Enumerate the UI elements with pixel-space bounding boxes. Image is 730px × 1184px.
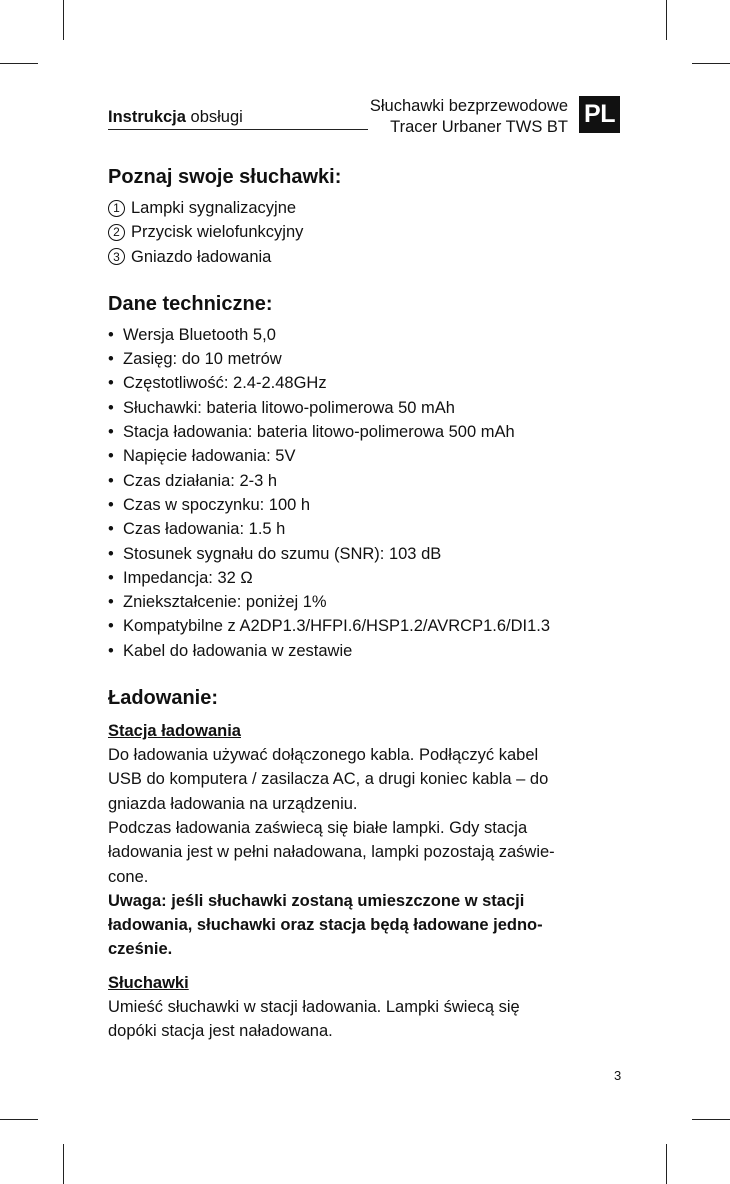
specs-section bbox=[108, 291, 618, 663]
page-number: 3 bbox=[614, 1068, 622, 1083]
spec-text: Stacja ładowania: bateria litowo-polimerowa 500 mAh bbox=[123, 423, 515, 442]
crop-mark bbox=[692, 1119, 730, 1120]
bullet-icon: • bbox=[108, 593, 114, 612]
bullet-icon: • bbox=[108, 544, 114, 563]
spec-text: Stosunek sygnału do szumu (SNR): 103 dB bbox=[123, 544, 442, 563]
parts-heading: Poznaj swoje słuchawki: bbox=[108, 166, 342, 188]
paragraph-line: Umieść słuchawki w stacji ładowania. Lampki świecą się bbox=[108, 997, 520, 1016]
spec-text: Czas w spoczynku: 100 h bbox=[123, 495, 311, 514]
product-name-line2: Tracer Urbaner TWS BT bbox=[390, 118, 568, 136]
list-item bbox=[108, 371, 618, 395]
note-line: cześnie. bbox=[108, 940, 173, 959]
spec-text: Kompatybilne z A2DP1.3/HFPI.6/HSP1.2/AVRCP1.6/DI1.3 bbox=[123, 617, 551, 636]
note-line: ładowania, słuchawki oraz stacja będą ładowane jedno- bbox=[108, 916, 543, 935]
spec-text: Napięcie ładowania: 5V bbox=[123, 447, 296, 466]
bullet-icon: • bbox=[108, 471, 114, 490]
part-label: Gniazdo ładowania bbox=[131, 247, 272, 266]
specs-heading: Dane techniczne: bbox=[108, 292, 273, 315]
bullet-icon: • bbox=[108, 423, 114, 442]
manual-title-regular: obsługi bbox=[185, 108, 243, 126]
bullet-icon: • bbox=[108, 568, 114, 587]
charging-heading: Ładowanie: bbox=[108, 687, 219, 710]
list-item bbox=[108, 245, 618, 269]
spec-text: Czas ładowania: 1.5 h bbox=[123, 520, 286, 539]
part-label: Lampki sygnalizacyjne bbox=[131, 199, 297, 217]
list-item bbox=[108, 420, 618, 444]
note-line: Uwaga: jeśli słuchawki zostaną umieszczone w stacji bbox=[108, 891, 525, 910]
part-label: Przycisk wielofunkcyjny bbox=[131, 223, 304, 242]
list-item bbox=[108, 614, 618, 638]
list-item bbox=[108, 566, 618, 590]
manual-title-bold: Instrukcja bbox=[108, 108, 186, 126]
charging-section bbox=[108, 685, 618, 1043]
circled-number: 2 bbox=[108, 224, 125, 241]
product-name bbox=[370, 96, 568, 138]
paragraph-line: cone. bbox=[108, 867, 149, 886]
manual-title bbox=[108, 108, 368, 130]
spec-text: Słuchawki: bateria litowo-polimerowa 50 mAh bbox=[123, 398, 455, 417]
crop-mark bbox=[63, 1144, 64, 1184]
crop-mark bbox=[0, 1119, 38, 1120]
paragraph-line: gniazda ładowania na urządzeniu. bbox=[108, 794, 358, 813]
product-name-line1: Słuchawki bezprzewodowe bbox=[369, 97, 568, 115]
circled-number: 1 bbox=[108, 200, 125, 217]
headphones-subheading: Słuchawki bbox=[108, 973, 189, 992]
station-subheading: Stacja ładowania bbox=[108, 722, 241, 741]
paragraph-line: Do ładowania używać dołączonego kabla. Podłączyć kabel bbox=[108, 746, 539, 765]
bullet-icon: • bbox=[108, 641, 114, 660]
list-item bbox=[108, 196, 618, 220]
spec-text: Wersja Bluetooth 5,0 bbox=[123, 325, 276, 344]
bullet-icon: • bbox=[108, 374, 114, 393]
bullet-icon: • bbox=[108, 495, 114, 514]
specs-list bbox=[108, 323, 618, 663]
list-item bbox=[108, 347, 618, 371]
list-item bbox=[108, 469, 618, 493]
list-item bbox=[108, 542, 618, 566]
bullet-icon: • bbox=[108, 325, 114, 344]
spec-text: Impedancja: 32 Ω bbox=[123, 568, 253, 587]
crop-mark bbox=[666, 0, 667, 40]
bullet-icon: • bbox=[108, 617, 114, 636]
bullet-icon: • bbox=[108, 398, 114, 417]
page-content bbox=[108, 164, 618, 1043]
list-item bbox=[108, 396, 618, 420]
crop-mark bbox=[63, 0, 64, 40]
parts-list bbox=[108, 196, 618, 269]
language-badge: PL bbox=[579, 96, 620, 133]
crop-mark bbox=[692, 63, 730, 64]
list-item bbox=[108, 493, 618, 517]
spec-text: Kabel do ładowania w zestawie bbox=[123, 641, 353, 660]
paragraph-line: ładowania jest w pełni naładowana, lampki pozostają zaświe- bbox=[108, 843, 555, 862]
spec-text: Częstotliwość: 2.4-2.48GHz bbox=[123, 374, 327, 393]
bullet-icon: • bbox=[108, 350, 114, 369]
crop-mark bbox=[666, 1144, 667, 1184]
bullet-icon: • bbox=[108, 447, 114, 466]
circled-number: 3 bbox=[108, 248, 125, 265]
crop-mark bbox=[0, 63, 38, 64]
spec-text: Zasięg: do 10 metrów bbox=[123, 350, 282, 369]
list-item bbox=[108, 517, 618, 541]
paragraph-line: dopóki stacja jest naładowana. bbox=[108, 1022, 333, 1041]
paragraph-line: USB do komputera / zasilacza AC, a drugi koniec kabla – do bbox=[108, 770, 549, 789]
list-item bbox=[108, 639, 618, 663]
spec-text: Czas działania: 2-3 h bbox=[123, 471, 278, 490]
spec-text: Zniekształcenie: poniżej 1% bbox=[123, 593, 327, 612]
list-item bbox=[108, 590, 618, 614]
list-item bbox=[108, 323, 618, 347]
paragraph-line: Podczas ładowania zaświecą się białe lampki. Gdy stacja bbox=[108, 818, 528, 837]
list-item bbox=[108, 444, 618, 468]
bullet-icon: • bbox=[108, 520, 114, 539]
parts-section bbox=[108, 164, 618, 269]
list-item bbox=[108, 220, 618, 244]
